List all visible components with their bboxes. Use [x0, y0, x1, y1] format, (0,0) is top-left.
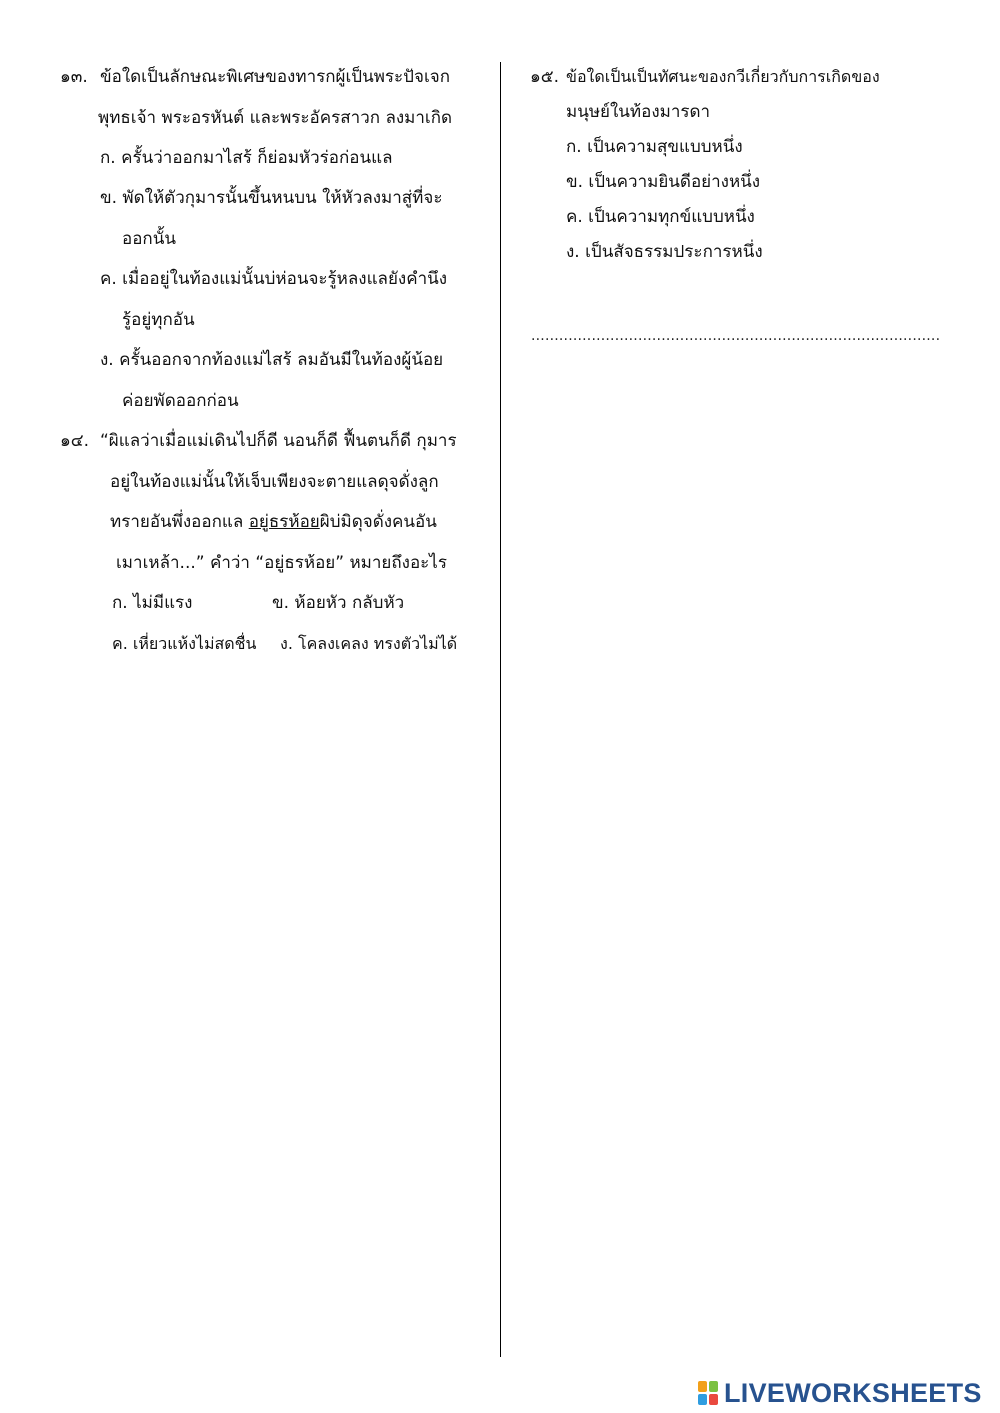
option-b-continued: ออกนั้น [122, 229, 176, 249]
option-d-continued: ค่อยพัดออกก่อน [122, 391, 239, 411]
text-segment: ทรายอันพึ่งออกแล [110, 512, 249, 532]
option-c-continued: รู้อยู่ทุกอัน [122, 310, 195, 330]
question-text: ข้อใดเป็นลักษณะพิเศษของทารกผู้เป็นพระปัจเจก [100, 67, 451, 87]
end-dotted-line: ........................................................................................ [531, 328, 941, 344]
liveworksheets-logo [698, 1378, 982, 1408]
question-text: อยู่ในท้องแม่นั้นให้เจ็บเพียงจะตายแลดุจดั่งลูก [110, 472, 439, 492]
question-number: ๑๔. [60, 431, 90, 451]
option-b: ข. พัดให้ตัวกุมารนั้นขึ้นหนบน ให้หัวลงมาสู่ที่จะ [100, 188, 443, 208]
question-number: ๑๓. [60, 67, 88, 87]
liveworksheets-logo-icon [698, 1380, 720, 1406]
question-text: ข้อใดเป็นเป็นทัศนะของกวีเกี่ยวกับการเกิดของ [566, 67, 880, 86]
option-a: ก. ครั้นว่าออกมาไสร้ ก็ย่อมหัวร่อก่อนแล [100, 148, 393, 168]
option-d: ง. ครั้นออกจากท้องแม่ไสร้ ลมอันมีในท้องผู้น้อย [100, 350, 444, 370]
option-c: ค. เมื่ออยู่ในท้องแม่นั้นบ่ห่อนจะรู้หลงแลยังคำนึง [100, 269, 448, 289]
option-a: ก. เป็นความสุขแบบหนึ่ง [566, 137, 743, 157]
question-number: ๑๕. [530, 67, 560, 87]
option-d: ง. เป็นสัจธรรมประการหนึ่ง [566, 242, 763, 262]
column-divider [500, 62, 501, 1357]
text-segment: ผิบ่มิดุจดั่งคนอัน [319, 512, 437, 532]
question-text: มนุษย์ในท้องมารดา [566, 102, 711, 122]
option-b: ข. ห้อยหัว กลับหัว [272, 593, 405, 613]
option-c: ค. เหี่ยวแห้งไม่สดชื่น [112, 634, 257, 653]
question-text: พุทธเจ้า พระอรหันต์ และพระอัครสาวก ลงมาเกิด [98, 108, 453, 128]
option-b: ข. เป็นความยินดีอย่างหนึ่ง [566, 172, 761, 192]
underlined-term: อยู่ธรห้อย [248, 512, 320, 532]
question-text [110, 511, 437, 533]
logo-text: LIVEWORKSHEETS [724, 1377, 982, 1408]
question-text: “ผิแลว่าเมื่อแม่เดินไปก็ดี นอนก็ดี ฟื้นตนก็ดี กุมาร [100, 431, 457, 451]
option-a: ก. ไม่มีแรง [112, 593, 193, 613]
option-c: ค. เป็นความทุกข์แบบหนึ่ง [566, 207, 755, 227]
option-d: ง. โคลงเคลง ทรงตัวไม่ได้ [280, 634, 458, 653]
question-text: เมาเหล้า...” คำว่า “อยู่ธรห้อย” หมายถึงอะไร [116, 553, 447, 573]
